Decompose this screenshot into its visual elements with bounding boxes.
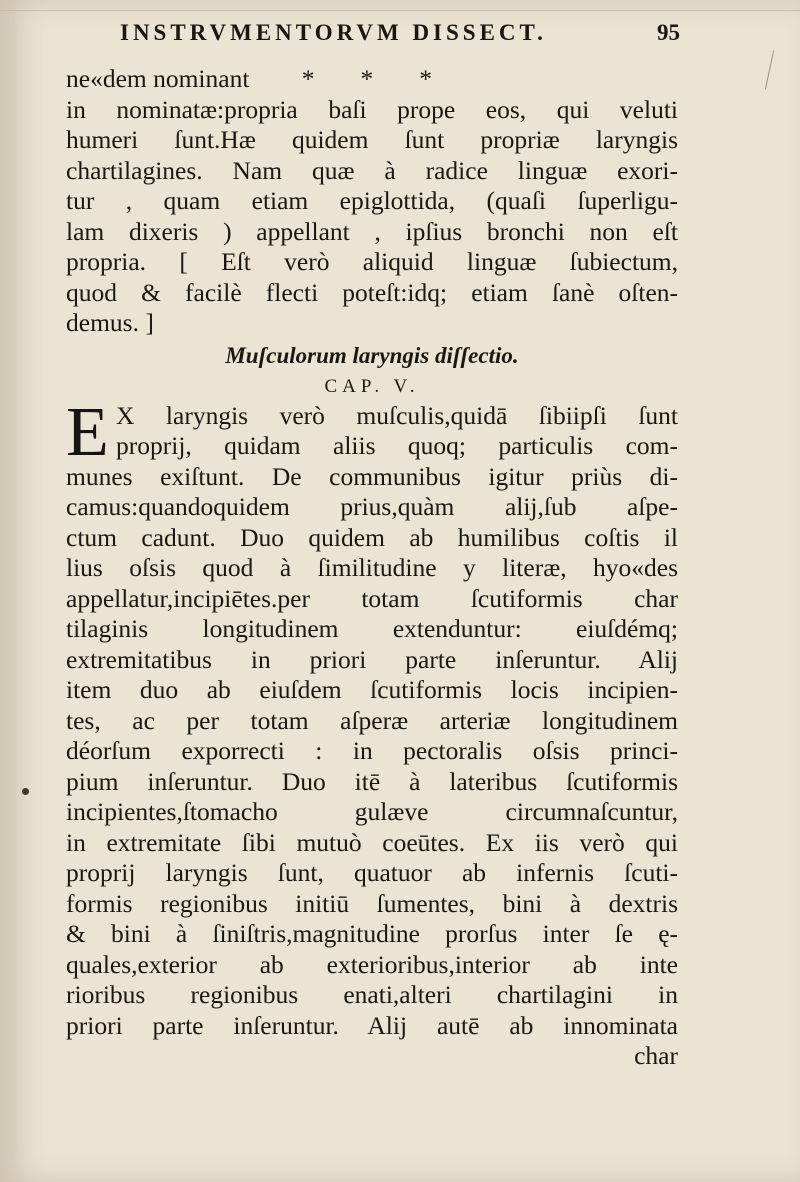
text-line: munes exiſtunt. De communibus igitur priùs di-: [66, 461, 678, 491]
text-line: item duo ab eiuſdem ſcutiformis locis incipien-: [66, 675, 678, 704]
margin-dot: [22, 788, 29, 795]
text-line: proprij, quidam aliis quoq; particulis com-: [116, 431, 678, 460]
text-line: extremitatibus in priori parte inſeruntur. Alij: [66, 644, 678, 674]
text-line: priori parte inſeruntur. Alij autē ab innominata: [66, 1010, 678, 1040]
text-line: tes, ac per totam aſperæ arteriæ longitudinem: [66, 705, 678, 735]
text-line: demus. ]: [66, 308, 154, 337]
text-line: lam dixeris ) appellant , ipſius bronchi non eſt: [66, 216, 678, 246]
text-line: incipientes,ſtomacho gulæve circumnaſcuntur,: [66, 797, 678, 826]
body-paragraph: [66, 393, 678, 1072]
margin-stroke: [765, 50, 774, 89]
text-line: humeri ſunt.Hæ quidem ſunt propriæ laryngis: [66, 125, 678, 154]
text-block: [66, 64, 678, 1072]
section-heading: Muſculorum laryngis diſſectio.: [225, 342, 519, 368]
chapter-label: CAP. V.: [324, 375, 420, 397]
asterisks: * * *: [301, 64, 433, 93]
text-line: X laryngis verò muſculis,quidā ſibiipſi ſunt: [116, 400, 678, 430]
text-line: pium inſeruntur. Duo itē à lateribus ſcutiformis: [66, 766, 678, 796]
text-line: rioribus regionibus enati,alteri chartilagini in: [66, 980, 678, 1009]
text-line: déorſum exporrecti : in pectoralis oſsis princi-: [66, 736, 678, 765]
text-line: appellatur,incipiētes.per totam ſcutiformis char: [66, 583, 678, 613]
catchword: char: [634, 1041, 678, 1070]
text-line: lius oſsis quod à ſimilitudine y literæ, hyo«des: [66, 553, 678, 582]
text-line: proprij laryngis ſunt, quatuor ab infernis ſcuti-: [66, 858, 678, 887]
text-line: chartilagines. Nam quæ à radice linguæ exori-: [66, 155, 678, 185]
text-line: quales,exterior ab exterioribus,interior ab inte: [66, 949, 678, 979]
text-line: propria. [ Eſt verò aliquid linguæ ſubiectum,: [66, 247, 678, 276]
page-top-edge: [0, 0, 800, 11]
text-line: in nominatæ:propria baſi prope eos, qui veluti: [66, 94, 678, 124]
text-line: in extremitate ſibi mutuò coeūtes. Ex iis verò qui: [66, 827, 678, 857]
text-line: tilaginis longitudinem extenduntur: eiuſdémq;: [66, 614, 678, 643]
running-head: [120, 20, 680, 54]
text-line: tur , quam etiam epiglottida, (quaſi ſuperligu-: [66, 186, 678, 215]
page-number: 95: [657, 20, 680, 45]
text-line: & bini à ſiniſtris,magnitudine prorſus inter ſe ę-: [66, 919, 678, 948]
text-line: camus:quandoquidem prius,quàm alij,ſub aſpe-: [66, 492, 678, 521]
initial-letter: E: [66, 393, 109, 471]
text-line: ne«dem nominant * * *: [66, 64, 433, 93]
text-line: quod & facilè flecti poteſt:idq; etiam ſanè oſten-: [66, 277, 678, 307]
text-line: formis regionibus initiū ſumentes, bini à dextris: [66, 888, 678, 918]
text-line: ctum cadunt. Duo quidem ab humilibus coſtis il: [66, 522, 678, 552]
running-head-title: INSTRVMENTORVM DISSECT.: [120, 20, 547, 45]
